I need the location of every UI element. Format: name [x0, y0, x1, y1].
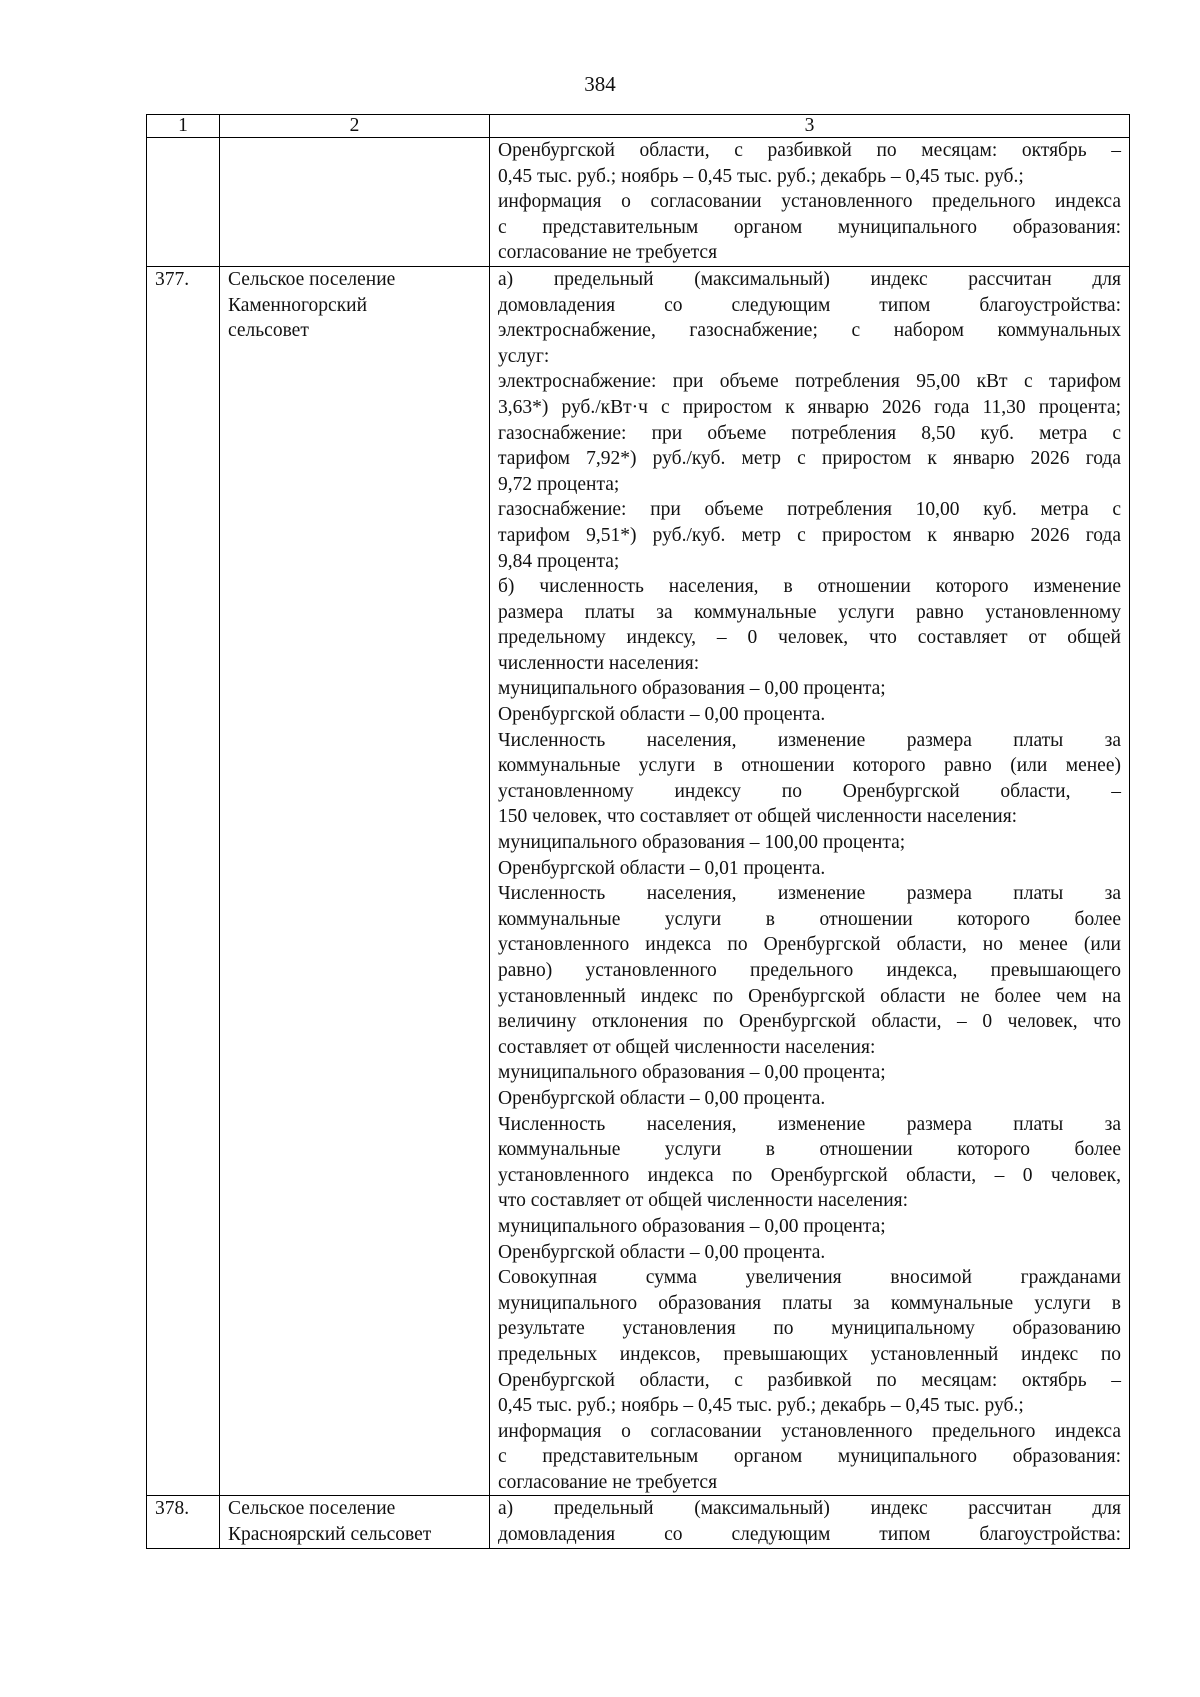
settlement-name — [220, 266, 490, 1496]
description-line: Совокупная сумма увеличения вносимой гражданами — [498, 1267, 1121, 1289]
description-line: Оренбургской области – 0,00 процента. — [498, 1087, 826, 1109]
index-description — [490, 266, 1130, 1496]
description-line: 0,45 тыс. руб.; ноябрь – 0,45 тыс. руб.; декабрь – 0,45 тыс. руб.; — [498, 165, 1024, 187]
description-line: информация о согласовании установленного предельного индекса — [498, 191, 1121, 213]
page-number: 384 — [584, 72, 616, 96]
settlement-name — [220, 1496, 490, 1548]
description-line: установленного индекса по Оренбургской области, – 0 человек, — [498, 1164, 1121, 1186]
document-table — [146, 114, 1130, 1549]
description-line: величину отклонения по Оренбургской области, – 0 человек, что — [498, 1011, 1121, 1033]
description-line: муниципального образования – 0,00 процента; — [498, 678, 886, 700]
table-header-row — [147, 115, 1130, 138]
description-line: коммунальные услуги в отношении которого равно (или менее) — [498, 755, 1121, 777]
description-line: Численность населения, изменение размера платы за — [498, 729, 1121, 751]
description-line: муниципального образования – 100,00 процента; — [498, 832, 906, 854]
description-line: 0,45 тыс. руб.; ноябрь – 0,45 тыс. руб.; декабрь – 0,45 тыс. руб.; — [498, 1395, 1024, 1417]
description-line: что составляет от общей численности населения: — [498, 1190, 909, 1212]
column-header-3: 3 — [490, 115, 1130, 138]
description-line: установленного индекса по Оренбургской области, но менее (или — [498, 934, 1121, 956]
description-line: Оренбургской области – 0,00 процента. — [498, 704, 826, 726]
column-header-1: 1 — [147, 115, 220, 138]
table-row — [147, 266, 1130, 1496]
description-line: установленный индекс по Оренбургской области не более чем на — [498, 985, 1121, 1007]
description-line: тарифом 9,51*) руб./куб. метр с приростом к январю 2026 года — [498, 524, 1121, 546]
description-line: газоснабжение: при объеме потребления 8,50 куб. метра с — [498, 422, 1121, 444]
description-line: согласование не требуется — [498, 242, 718, 264]
row-number — [147, 138, 220, 267]
settlement-name-line: сельсовет — [228, 320, 309, 342]
description-line: Оренбургской области – 0,00 процента. — [498, 1241, 826, 1263]
column-header-2: 2 — [220, 115, 490, 138]
description-line: 3,63*) руб./кВт·ч с приростом к январю 2026 года 11,30 процента; — [498, 396, 1121, 418]
description-line: б) численность населения, в отношении которого изменение — [498, 576, 1121, 598]
table-row — [147, 1496, 1130, 1548]
description-line: Оренбургской области, с разбивкой по месяцам: октябрь – — [498, 1369, 1121, 1391]
description-line: 9,72 процента; — [498, 473, 620, 495]
description-line: услуг: — [498, 345, 550, 367]
description-line: согласование не требуется — [498, 1471, 718, 1493]
index-description — [490, 1496, 1130, 1548]
description-line: домовладения со следующим типом благоустройства: — [498, 1524, 1121, 1546]
description-line: муниципального образования платы за коммунальные услуги в — [498, 1292, 1121, 1314]
row-number: 378. — [147, 1496, 220, 1548]
description-line: установленному индексу по Оренбургской области, – — [498, 780, 1121, 802]
description-line: Оренбургской области, с разбивкой по месяцам: октябрь – — [498, 140, 1121, 161]
description-line: тарифом 7,92*) руб./куб. метр с приростом к январю 2026 года — [498, 448, 1121, 470]
description-line: электроснабжение, газоснабжение; с набором коммунальных — [498, 320, 1121, 342]
description-line: предельных индексов, превышающих установленный индекс по — [498, 1343, 1121, 1365]
index-description — [490, 138, 1130, 267]
settlement-name — [220, 138, 490, 267]
description-line: Численность населения, изменение размера платы за — [498, 1113, 1121, 1135]
settlement-name-line: Каменногорский — [228, 294, 368, 316]
description-line: с представительным органом муниципального образования: — [498, 216, 1121, 238]
description-line: 9,84 процента; — [498, 550, 620, 572]
description-line: коммунальные услуги в отношении которого более — [498, 908, 1121, 930]
description-line: электроснабжение: при объеме потребления 95,00 кВт с тарифом — [498, 371, 1121, 393]
description-line: результате установления по муниципальному образованию — [498, 1318, 1121, 1340]
description-line: а) предельный (максимальный) индекс рассчитан для — [498, 268, 1121, 290]
description-line: газоснабжение: при объеме потребления 10,00 куб. метра с — [498, 499, 1121, 521]
settlement-name-line: Красноярский сельсовет — [228, 1524, 432, 1546]
description-line: составляет от общей численности населения: — [498, 1036, 876, 1058]
settlement-name-line: Сельское поселение — [228, 1498, 396, 1520]
description-line: 150 человек, что составляет от общей численности населения: — [498, 806, 1018, 828]
description-line: коммунальные услуги в отношении которого более — [498, 1139, 1121, 1161]
description-line: а) предельный (максимальный) индекс рассчитан для — [498, 1498, 1121, 1520]
description-line: предельному индексу, – 0 человек, что составляет от общей — [498, 627, 1121, 649]
description-line: муниципального образования – 0,00 процента; — [498, 1215, 886, 1237]
description-line: Численность населения, изменение размера платы за — [498, 883, 1121, 905]
description-line: с представительным органом муниципального образования: — [498, 1446, 1121, 1468]
settlement-name-line: Сельское поселение — [228, 268, 396, 290]
description-line: Оренбургской области – 0,01 процента. — [498, 857, 826, 879]
description-line: домовладения со следующим типом благоустройства: — [498, 294, 1121, 316]
description-line: численности населения: — [498, 652, 700, 674]
row-number: 377. — [147, 266, 220, 1496]
description-line: информация о согласовании установленного предельного индекса — [498, 1420, 1121, 1442]
table-row — [147, 138, 1130, 267]
description-line: муниципального образования – 0,00 процента; — [498, 1062, 886, 1084]
description-line: равно) установленного предельного индекса, превышающего — [498, 960, 1121, 981]
description-line: размера платы за коммунальные услуги равно установленному — [498, 601, 1121, 623]
